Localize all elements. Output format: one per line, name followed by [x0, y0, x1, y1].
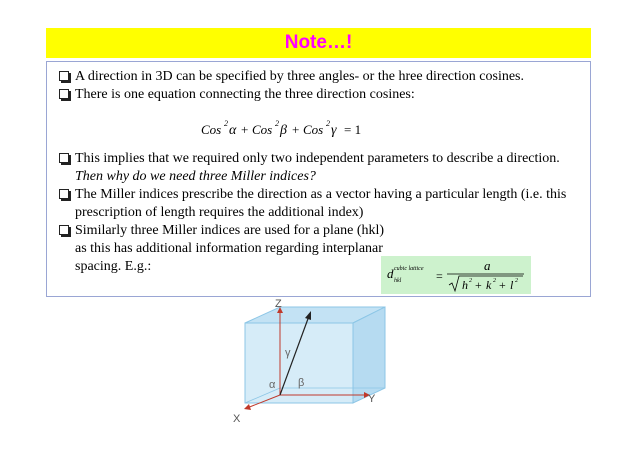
bullet-text: Similarly three Miller indices are used for a plane (hkl) as this has additional information regarding interplanar spacing. E.g.:	[75, 223, 385, 274]
gamma-symbol: γ	[331, 123, 337, 138]
cos-gamma-term: Cos	[303, 122, 324, 137]
plus-sign: +	[475, 278, 482, 292]
beta-symbol: β	[280, 123, 287, 138]
superscript: 2	[493, 278, 496, 284]
superscript: 2	[275, 119, 279, 128]
d-superscript: cubic lattice	[394, 266, 424, 272]
y-label: Y	[368, 393, 376, 405]
content-box	[46, 61, 591, 297]
bullet-2	[53, 86, 578, 104]
superscript: 2	[515, 278, 518, 284]
plus-sign: +	[241, 122, 249, 137]
bullet-text: The Miller indices prescribe the direction as a vector having a particular length (i.e. this prescription of length requires the additional index)	[75, 187, 567, 220]
checkbox-bullet-icon	[59, 225, 69, 235]
plus-sign: +	[292, 122, 300, 137]
title-banner	[46, 28, 591, 58]
superscript: 2	[326, 119, 330, 128]
k-term: k	[486, 278, 492, 292]
direction-cosine-equation	[197, 117, 397, 141]
superscript: 2	[224, 119, 228, 128]
numerator-a: a	[484, 258, 491, 273]
cube-front-face	[245, 323, 353, 403]
l-term: l	[510, 278, 514, 292]
gamma-label: γ	[285, 347, 291, 359]
alpha-symbol: α	[229, 123, 237, 138]
bullet-5	[53, 222, 393, 276]
slide-title: Note…!	[284, 32, 353, 53]
h-term: h	[462, 278, 468, 292]
bullet-4	[53, 186, 578, 222]
equals-one: = 1	[344, 122, 362, 137]
checkbox-bullet-icon	[59, 189, 69, 199]
alpha-label: α	[269, 379, 276, 391]
cube-direction-diagram	[225, 298, 400, 428]
z-label: Z	[275, 298, 282, 310]
bullet-1	[53, 68, 578, 86]
bullet-text: There is one equation connecting the three direction cosines:	[75, 87, 415, 102]
interplanar-spacing-equation	[381, 256, 531, 294]
beta-label: β	[298, 377, 305, 389]
bullet-italic-question: Then why do we need three Miller indices?	[75, 169, 316, 184]
bullet-text: A direction in 3D can be specified by three angles- or the hree direction cosines.	[75, 69, 525, 84]
checkbox-bullet-icon	[59, 153, 69, 163]
cube-right-face	[353, 307, 385, 403]
checkbox-bullet-icon	[59, 89, 69, 99]
plus-sign: +	[499, 278, 506, 292]
checkbox-bullet-icon	[59, 71, 69, 81]
cos-beta-term: Cos	[252, 122, 273, 137]
d-subscript: hkl	[394, 278, 402, 284]
bullet-text: This implies that we required only two independent parameters to describe a direction.	[75, 151, 560, 166]
equals-sign: =	[436, 269, 443, 283]
x-label: X	[233, 413, 241, 425]
cos-alpha-term: Cos	[201, 122, 222, 137]
d-symbol: d	[387, 266, 394, 281]
superscript: 2	[469, 278, 472, 284]
x-arrowhead	[244, 404, 251, 410]
bullet-3	[53, 150, 578, 186]
